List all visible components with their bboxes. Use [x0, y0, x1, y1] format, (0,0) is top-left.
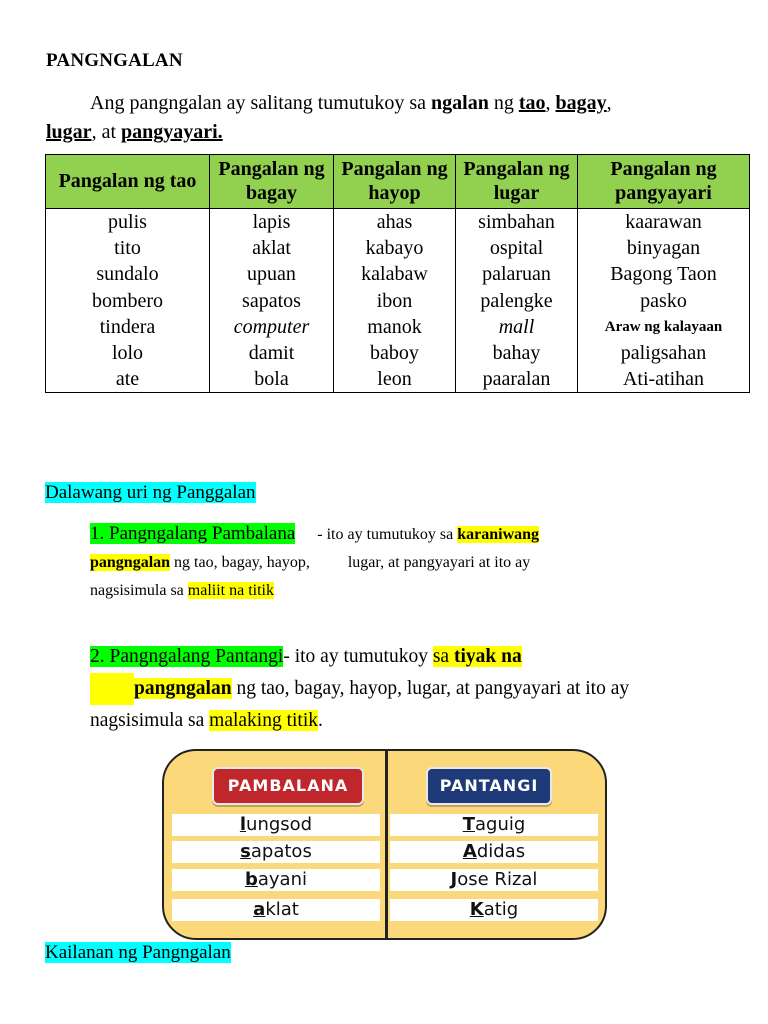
- word-initial: b: [244, 869, 258, 890]
- p2-text: ng tao, bagay, hayop, lugar, at pangyayari at ito ay: [231, 678, 630, 699]
- p2-highlight: malaking titik: [209, 710, 319, 731]
- page-title: PANGNGALAN: [46, 50, 183, 71]
- word-initial: s: [240, 841, 251, 862]
- table-cell: lolo: [46, 340, 210, 366]
- table-row: [46, 209, 750, 236]
- table-header-row: [46, 155, 750, 209]
- table-cell: tindera: [46, 314, 210, 340]
- column-header: Pangalan ng pangyayari: [578, 155, 750, 209]
- pantangi-header: PANTANGI: [426, 767, 552, 805]
- pambalana-label: 1. Pangngalang Pambalana: [90, 523, 296, 544]
- table-row: [46, 261, 750, 287]
- intro-text: ,: [545, 92, 556, 114]
- word-rest: aguig: [474, 814, 526, 835]
- section-title-text: Dalawang uri ng Panggalan: [45, 482, 256, 503]
- pantangi-label: 2. Pangngalang Pantangi: [90, 646, 284, 667]
- word-rest: ungsod: [246, 814, 313, 835]
- word-initial: K: [469, 899, 484, 920]
- p2-text: nagsisimula sa: [90, 710, 210, 731]
- table-cell: kaarawan: [578, 209, 750, 236]
- p1-text: lugar, at pangyayari at ito ay: [347, 554, 531, 571]
- table-cell: paligsahan: [578, 340, 750, 366]
- pambalana-pantangi-chart: [162, 749, 607, 940]
- table-cell: kalabaw: [334, 261, 456, 287]
- p1-highlight: pangngalan: [90, 554, 171, 571]
- intro-text: ,: [606, 92, 612, 114]
- word-rest: didas: [476, 841, 526, 862]
- intro-text: Ang pangngalan ay salitang tumutukoy sa: [90, 92, 432, 114]
- pambalana-header: PAMBALANA: [212, 767, 364, 805]
- table-cell: kabayo: [334, 235, 456, 261]
- table-cell: binyagan: [578, 235, 750, 261]
- table-row: [46, 366, 750, 393]
- word-initial: a: [253, 899, 266, 920]
- column-header: Pangalan ng bagay: [210, 155, 334, 209]
- table-cell: Bagong Taon: [578, 261, 750, 287]
- p1-text: - ito ay tumutukoy sa: [317, 526, 458, 543]
- table-cell: mall: [456, 314, 578, 340]
- table-body: [46, 209, 750, 393]
- table-cell: paaralan: [456, 366, 578, 393]
- pantangi-paragraph: [90, 641, 740, 737]
- pambalana-word: [172, 899, 380, 921]
- intro-text: ng: [488, 92, 519, 114]
- pantangi-word: [390, 841, 598, 863]
- table-cell: sundalo: [46, 261, 210, 287]
- table-cell: aklat: [210, 235, 334, 261]
- table-cell: tito: [46, 235, 210, 261]
- p1-highlight: maliit na titik: [187, 582, 274, 599]
- word-initial: A: [462, 841, 477, 862]
- intro-text: , at: [91, 121, 121, 143]
- word-rest: atig: [483, 899, 519, 920]
- intro-lugar: lugar: [46, 121, 92, 143]
- table-cell: simbahan: [456, 209, 578, 236]
- p1-text: nagsisimula sa: [90, 582, 188, 599]
- pambalana-word: [172, 841, 380, 863]
- chart-divider: [385, 751, 388, 938]
- table-row: [46, 340, 750, 366]
- intro-paragraph: [46, 89, 726, 147]
- table-cell: ahas: [334, 209, 456, 236]
- table-cell: upuan: [210, 261, 334, 287]
- p2-text: - ito ay tumutukoy: [283, 646, 433, 667]
- table-cell: palaruan: [456, 261, 578, 287]
- p2-text: .: [318, 710, 323, 731]
- table-cell: ibon: [334, 288, 456, 314]
- kailanan-title: [45, 942, 231, 964]
- column-header: Pangalan ng hayop: [334, 155, 456, 209]
- p2-highlight: sa: [432, 646, 454, 667]
- table-cell: ospital: [456, 235, 578, 261]
- word-initial: J: [450, 869, 458, 890]
- intro-tao: tao: [518, 92, 546, 114]
- table-row: [46, 235, 750, 261]
- noun-table: [45, 154, 750, 393]
- table-cell: baboy: [334, 340, 456, 366]
- pambalana-word: [172, 814, 380, 836]
- intro-bagay: bagay: [555, 92, 607, 114]
- table-cell: sapatos: [210, 288, 334, 314]
- table-cell: bombero: [46, 288, 210, 314]
- pantangi-word: [390, 814, 598, 836]
- table-cell: leon: [334, 366, 456, 393]
- word-initial: T: [462, 814, 475, 835]
- column-header: Pangalan ng tao: [46, 155, 210, 209]
- intro-pangyayari: pangyayari.: [121, 121, 223, 143]
- pambalana-paragraph: [90, 520, 690, 605]
- p2-highlight: tiyak na: [453, 646, 522, 667]
- pambalana-word: [172, 869, 380, 891]
- table-cell: ate: [46, 366, 210, 393]
- intro-ngalan: ngalan: [431, 92, 489, 114]
- table-cell: manok: [334, 314, 456, 340]
- pantangi-word: [390, 869, 598, 891]
- table-cell: Ati-atihan: [578, 366, 750, 393]
- kailanan-title-text: Kailanan ng Pangngalan: [45, 942, 231, 963]
- table-cell: lapis: [210, 209, 334, 236]
- table-row: [46, 314, 750, 340]
- p2-highlight: pangngalan: [134, 678, 232, 699]
- word-rest: apatos: [250, 841, 312, 862]
- table-cell: bola: [210, 366, 334, 393]
- table-cell: Araw ng kalayaan: [578, 314, 750, 340]
- table-cell: palengke: [456, 288, 578, 314]
- table-cell: pasko: [578, 288, 750, 314]
- pantangi-word: [390, 899, 598, 921]
- word-initial: l: [239, 814, 247, 835]
- column-header: Pangalan ng lugar: [456, 155, 578, 209]
- table-cell: computer: [210, 314, 334, 340]
- p1-text: ng tao, bagay, hayop,: [170, 554, 310, 571]
- word-rest: ayani: [257, 869, 307, 890]
- table-cell: pulis: [46, 209, 210, 236]
- p1-highlight: karaniwang: [457, 526, 540, 543]
- section-title: [45, 482, 256, 504]
- word-rest: ose Rizal: [457, 869, 538, 890]
- table-cell: damit: [210, 340, 334, 366]
- table-row: [46, 288, 750, 314]
- word-rest: klat: [265, 899, 299, 920]
- table-cell: bahay: [456, 340, 578, 366]
